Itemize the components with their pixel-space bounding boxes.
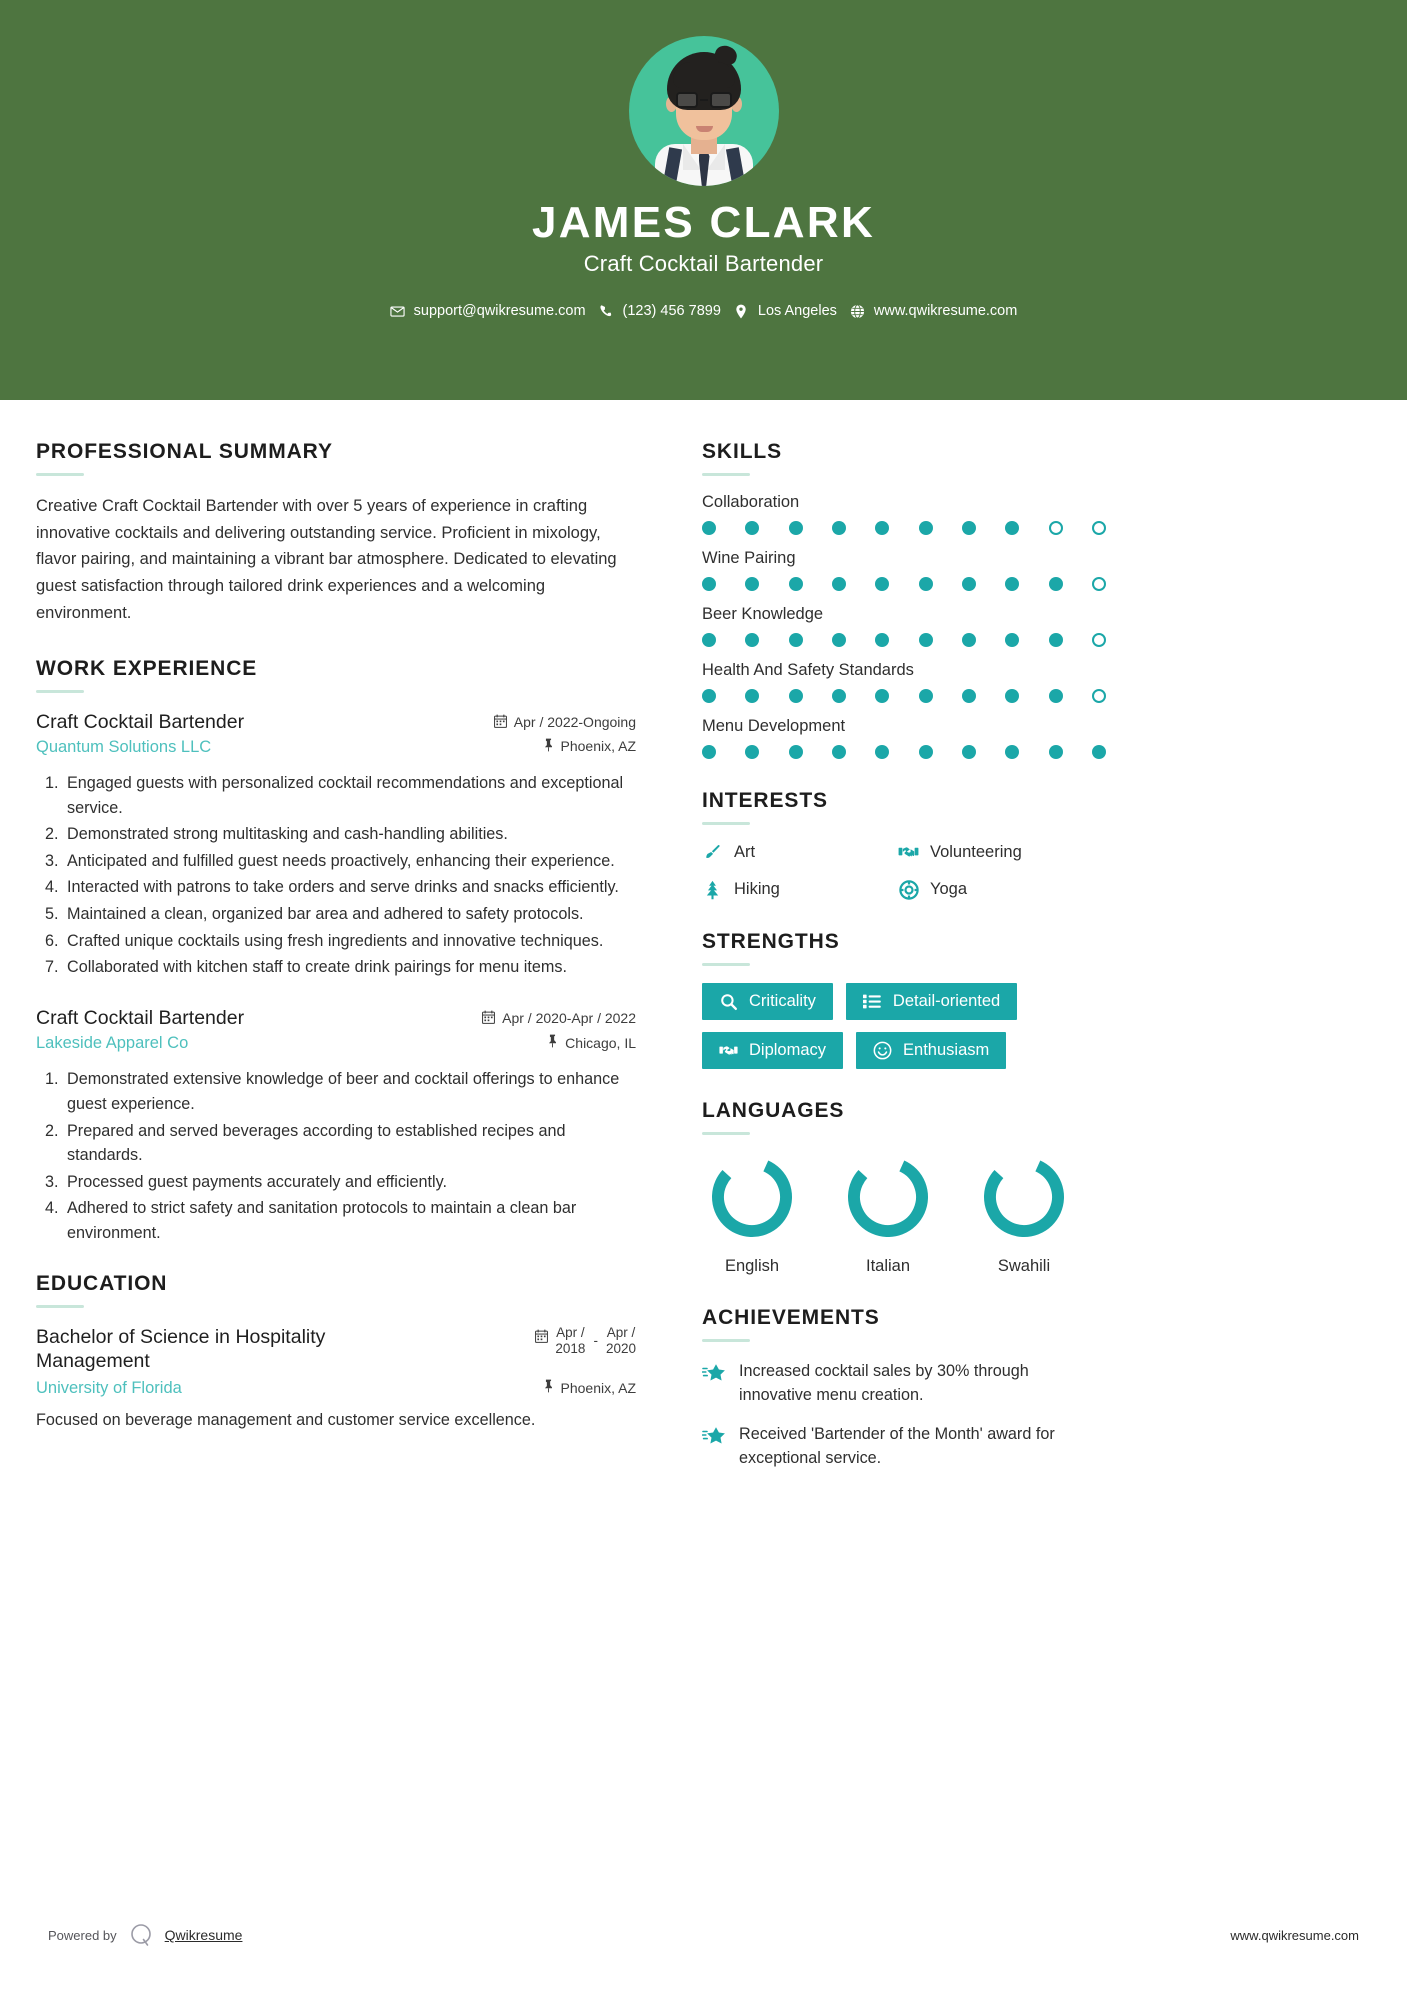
education-date-to-year: 2020 [605,1340,636,1356]
rating-dot-filled [745,745,759,759]
achievement-text: Increased cocktail sales by 30% through innovative menu creation. [739,1362,1029,1405]
rating-dot-filled [789,689,803,703]
skill-rating-dots [702,577,1106,591]
language-label: English [724,1257,780,1275]
rating-dot-filled [832,577,846,591]
skill-label: Wine Pairing [702,549,796,567]
rating-dot-filled [1005,745,1019,759]
envelope-icon [390,304,405,319]
skill-item [702,493,1086,535]
resume-body [0,400,1407,1484]
candidate-name: JAMES CLARK [531,198,876,247]
education-date-from-month: Apr / [556,1324,585,1340]
interest-item [702,879,890,900]
rating-dot-filled [832,745,846,759]
skill-item [702,549,1086,591]
rating-dot-filled [1005,689,1019,703]
job-date [482,1010,636,1027]
rating-dot-filled [789,577,803,591]
magnifier-icon [719,992,738,1011]
section-work-experience [36,657,636,1246]
education-date-to-month: Apr / [606,1324,636,1340]
interest-item [898,842,1086,863]
skills-list [702,493,1086,759]
skill-rating-dots [702,689,1106,703]
rating-dot-filled [962,633,976,647]
section-rule [36,690,84,693]
strength-label: Enthusiasm [903,1041,990,1059]
list-icon [863,992,882,1011]
contact-website[interactable] [850,303,1017,319]
job-duties-list [36,771,636,980]
section-skills [702,440,1086,759]
calendar-icon [494,714,507,731]
contact-bar [0,303,1407,319]
job-location [547,1034,636,1051]
rating-dot-filled [789,633,803,647]
work-entry [36,1006,636,1246]
contact-email-value: support@qwikresume.com [413,303,586,320]
achievement-text: Received 'Bartender of the Month' award for exceptional service. [739,1424,1055,1467]
rating-dot-filled [745,521,759,535]
rating-dot-filled [962,577,976,591]
education-school: University of Florida [36,1379,182,1398]
interest-item [898,879,1086,900]
star-badge-icon [702,1424,726,1448]
rating-dot-filled [1005,521,1019,535]
job-duties-list [36,1067,636,1245]
education-date-from-year: 2018 [555,1340,586,1356]
skill-item [702,661,1086,703]
rating-dot-filled [1005,577,1019,591]
job-title: Craft Cocktail Bartender [36,1006,245,1029]
skill-label: Menu Development [702,717,846,735]
strength-chip-enthusiasm[interactable] [856,1032,1006,1069]
education-description: Focused on beverage management and customer service excellence. [36,1411,536,1430]
strength-chip-criticality[interactable] [702,983,833,1020]
language-item [974,1152,1074,1276]
rating-dot-filled [962,745,976,759]
resume-header [0,0,1407,400]
education-degree: Bachelor of Science in Hospitality Management [36,1325,326,1373]
pushpin-icon [547,1034,558,1051]
job-location-value: Chicago, IL [565,1034,636,1051]
skill-rating-dots [702,521,1106,535]
section-title-skills: SKILLS [702,440,783,463]
rating-dot-filled [832,689,846,703]
contact-location-value: Los Angeles [757,303,837,320]
rating-dot-filled [745,577,759,591]
avatar [629,36,779,186]
skill-label: Collaboration [702,493,800,511]
section-rule [702,822,750,825]
lifebuoy-icon [898,879,919,900]
rating-dot-filled [1049,745,1063,759]
duty-item: 4. Interacted with patrons to take orders and serve drinks and snacks efficiently. [63,875,636,900]
contact-email[interactable] [390,303,586,319]
interest-label: Volunteering [930,843,1022,861]
duty-item: 2. Demonstrated strong multitasking and cash-handling abilities. [63,822,636,847]
rating-dot-filled [875,745,889,759]
rating-dot-filled [919,689,933,703]
calendar-icon [482,1010,495,1027]
skill-label: Health And Safety Standards [702,661,914,679]
section-rule [702,963,750,966]
education-location [543,1379,637,1396]
summary-text: Creative Craft Cocktail Bartender with over 5 years of experience in crafting innovative cocktails and delivering outstanding service. Proficient in mixology, flavor pairing, and maintaining a vibrant bar atmosphere. Dedicated to elevating guest satisfaction through tailored drink experiences and a welcoming environment. [36,497,617,622]
rating-dot-filled [1005,633,1019,647]
duty-item: 5. Maintained a clean, organized bar area and adhered to safety protocols. [63,902,636,927]
rating-dot-empty [1092,577,1106,591]
section-education [36,1272,636,1433]
pushpin-icon [543,1379,554,1396]
rating-dot-filled [745,689,759,703]
rating-dot-empty [1092,633,1106,647]
rating-dot-empty [1092,689,1106,703]
language-item [702,1152,802,1276]
job-title: Craft Cocktail Bartender [36,710,245,733]
strengths-list [702,983,1086,1069]
section-title-summary: PROFESSIONAL SUMMARY [36,440,333,463]
interest-label: Art [734,843,756,861]
job-company: Lakeside Apparel Co [36,1034,189,1053]
section-strengths [702,930,1086,1069]
rating-dot-filled [1049,689,1063,703]
rating-dot-filled [702,689,716,703]
qwikresume-logo-icon [128,1922,154,1948]
location-pin-icon [734,304,749,319]
duty-item: 7. Collaborated with kitchen staff to create drink pairings for menu items. [63,955,636,980]
duty-item: 3. Processed guest payments accurately and efficiently. [63,1170,636,1195]
contact-phone-value: (123) 456 7899 [622,303,721,320]
section-title-strengths: STRENGTHS [702,930,840,953]
interest-item [702,842,890,863]
rating-dot-filled [789,745,803,759]
rating-dot-filled [832,521,846,535]
paintbrush-icon [702,842,723,863]
rating-dot-filled [919,745,933,759]
rating-dot-filled [875,521,889,535]
strength-chip-diplomacy[interactable] [702,1032,843,1069]
skill-item [702,605,1086,647]
smiley-icon [873,1041,892,1060]
strength-chip-detail-oriented[interactable] [846,983,1017,1020]
skill-rating-dots [702,633,1106,647]
rating-dot-filled [702,745,716,759]
work-entry [36,710,636,980]
duty-item: 6. Crafted unique cocktails using fresh ingredients and innovative techniques. [63,929,636,954]
section-rule [702,1339,750,1342]
right-column [674,440,1086,1484]
section-professional-summary [36,440,636,627]
skill-label: Beer Knowledge [702,605,824,623]
rating-dot-filled [919,633,933,647]
rating-dot-filled [919,521,933,535]
date-range-dash: - [593,1332,598,1348]
interest-label: Hiking [734,880,780,898]
contact-location[interactable] [734,303,837,319]
section-achievements [702,1306,1086,1470]
job-date [494,714,636,731]
strength-label: Detail-oriented [892,992,1001,1010]
job-location-value: Phoenix, AZ [560,738,636,755]
section-title-education: EDUCATION [36,1271,168,1295]
section-title-interests: INTERESTS [702,789,828,812]
language-label: Italian [865,1257,911,1275]
education-date [535,1325,636,1357]
section-title-work: WORK EXPERIENCE [36,656,258,680]
resume-footer [0,1922,1407,1948]
footer-url[interactable]: www.qwikresume.com [1230,1927,1359,1943]
rating-dot-filled [1049,577,1063,591]
languages-list [702,1152,1086,1276]
calendar-icon [535,1329,548,1347]
rating-dot-filled [1049,633,1063,647]
rating-dot-filled [919,577,933,591]
rating-dot-filled [745,633,759,647]
skill-rating-dots [702,745,1106,759]
section-rule [36,1305,84,1308]
achievement-item [702,1359,1086,1408]
rating-dot-filled [875,689,889,703]
skill-item [702,717,1086,759]
duty-item: 1. Demonstrated extensive knowledge of beer and cocktail offerings to enhance guest experience. [63,1067,636,1116]
job-date-value: Apr / 2022-Ongoing [513,714,636,731]
section-interests [702,789,1086,900]
language-label: Swahili [997,1257,1051,1275]
job-location [543,738,637,755]
duty-item: 4. Adhered to strict safety and sanitation protocols to maintain a clean bar environment. [63,1196,636,1245]
section-rule [702,473,750,476]
powered-by-block [48,1922,242,1948]
handshake-icon [719,1041,738,1060]
section-title-achievements: ACHIEVEMENTS [702,1306,880,1329]
rating-dot-empty [1049,521,1063,535]
tree-icon [702,879,723,900]
language-progress-ring [707,1152,797,1242]
left-column [36,440,636,1484]
rating-dot-filled [702,521,716,535]
star-badge-icon [702,1361,726,1385]
section-rule [702,1132,750,1135]
strength-label: Criticality [749,992,816,1010]
powered-by-label: Powered by [48,1927,117,1943]
rating-dot-filled [875,577,889,591]
rating-dot-filled [702,577,716,591]
duty-item: 1. Engaged guests with personalized cocktail recommendations and exceptional service. [63,771,636,820]
education-entry [36,1325,636,1433]
section-rule [36,473,84,476]
education-location-value: Phoenix, AZ [560,1379,636,1396]
rating-dot-filled [1092,745,1106,759]
rating-dot-filled [789,521,803,535]
section-title-languages: LANGUAGES [702,1099,845,1122]
candidate-role: Craft Cocktail Bartender [583,251,824,277]
phone-icon [599,304,614,319]
section-languages [702,1099,1086,1276]
rating-dot-empty [1092,521,1106,535]
rating-dot-filled [702,633,716,647]
qwikresume-brand-link[interactable]: Qwikresume [164,1927,243,1943]
contact-phone[interactable] [599,303,721,319]
globe-icon [850,304,865,319]
language-progress-ring [979,1152,1069,1242]
strength-label: Diplomacy [749,1041,827,1059]
interests-grid [702,842,1086,900]
language-item [838,1152,938,1276]
rating-dot-filled [962,689,976,703]
rating-dot-filled [962,521,976,535]
interest-label: Yoga [930,880,968,898]
job-date-value: Apr / 2020-Apr / 2022 [502,1010,636,1027]
contact-website-value: www.qwikresume.com [873,303,1018,320]
achievement-item [702,1422,1086,1471]
rating-dot-filled [875,633,889,647]
rating-dot-filled [832,633,846,647]
language-progress-ring [843,1152,933,1242]
job-company: Quantum Solutions LLC [36,737,212,756]
handshake-icon [898,842,919,863]
duty-item: 3. Anticipated and fulfilled guest needs proactively, enhancing their experience. [63,849,636,874]
duty-item: 2. Prepared and served beverages according to established recipes and standards. [63,1119,636,1168]
pushpin-icon [543,738,554,755]
